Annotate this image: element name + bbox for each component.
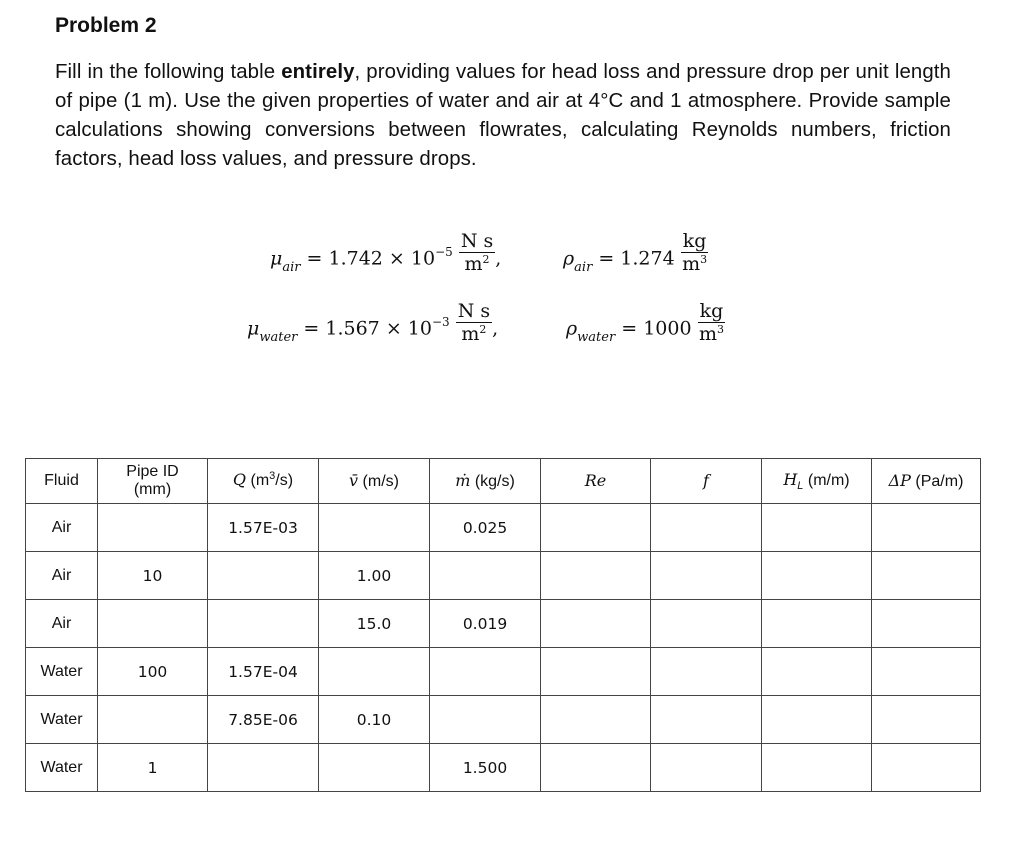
cell-friction[interactable]: [651, 600, 762, 648]
header-velocity: [319, 459, 430, 504]
header-reynolds-label: Re: [584, 470, 607, 490]
table-row: [26, 552, 981, 600]
cell-friction[interactable]: [651, 648, 762, 696]
cell-mass-flow[interactable]: 1.500: [430, 744, 541, 792]
cell-pressure-drop[interactable]: [872, 744, 981, 792]
header-q-unit-post: /s): [275, 472, 294, 489]
header-q: [208, 459, 319, 504]
header-mass-flow-symbol: ṁ: [455, 470, 471, 490]
instructions-emphasis: entirely: [281, 61, 355, 83]
header-pipe-id: [98, 459, 208, 504]
header-pressure-drop-unit: (Pa/m): [915, 472, 964, 490]
cell-fluid: Water: [26, 744, 98, 792]
cell-head-loss[interactable]: [762, 552, 872, 600]
cell-mass-flow[interactable]: 0.025: [430, 504, 541, 552]
problem-instructions: [55, 58, 951, 174]
cell-mass-flow[interactable]: [430, 552, 541, 600]
cell-mass-flow[interactable]: [430, 696, 541, 744]
rho-water-symbol: ρ: [566, 317, 578, 340]
header-reynolds: [541, 459, 651, 504]
mu-air-unit-den-exp: 2: [482, 253, 490, 266]
cell-pipe-id[interactable]: 100: [98, 648, 208, 696]
cell-pressure-drop[interactable]: [872, 504, 981, 552]
cell-q[interactable]: 1.57E-03: [208, 504, 319, 552]
problem-title: Problem 2: [55, 14, 157, 37]
cell-reynolds[interactable]: [541, 696, 651, 744]
cell-head-loss[interactable]: [762, 600, 872, 648]
cell-friction[interactable]: [651, 504, 762, 552]
cell-mass-flow[interactable]: [430, 648, 541, 696]
mu-air-unit-den-base: m: [464, 253, 483, 275]
cell-head-loss[interactable]: [762, 696, 872, 744]
mu-air-unit-num: N s: [460, 230, 494, 252]
cell-q[interactable]: [208, 552, 319, 600]
equation-rho-air: [563, 230, 708, 283]
cell-reynolds[interactable]: [541, 504, 651, 552]
mu-air-sep: ,: [495, 247, 502, 270]
cell-velocity[interactable]: 15.0: [319, 600, 430, 648]
mu-water-unit-num: N s: [457, 300, 491, 322]
mu-air-subscript: air: [282, 259, 301, 275]
cell-pipe-id[interactable]: 10: [98, 552, 208, 600]
header-friction: [651, 459, 762, 504]
table-row: [26, 648, 981, 696]
cell-q[interactable]: [208, 600, 319, 648]
equation-rho-water: [566, 300, 725, 353]
mu-water-subscript: water: [259, 329, 298, 345]
cell-q[interactable]: 1.57E-04: [208, 648, 319, 696]
header-velocity-symbol: v̄: [349, 470, 359, 490]
rho-water-unit-num: kg: [699, 300, 724, 322]
cell-q[interactable]: [208, 744, 319, 792]
rho-air-unit-den-base: m: [682, 253, 701, 275]
mu-water-symbol: μ: [247, 317, 260, 340]
cell-fluid: Water: [26, 648, 98, 696]
cell-velocity[interactable]: 1.00: [319, 552, 430, 600]
table-row: [26, 744, 981, 792]
rho-water-unit-den-base: m: [698, 323, 717, 345]
mu-water-exponent: −3: [431, 314, 450, 329]
table-header-row: [26, 459, 981, 504]
cell-head-loss[interactable]: [762, 744, 872, 792]
cell-mass-flow[interactable]: 0.019: [430, 600, 541, 648]
rho-water-value: = 1000: [621, 317, 692, 340]
mu-water-unit-den: [456, 323, 492, 348]
mu-air-exponent: −5: [435, 244, 453, 259]
header-head-loss-symbol: H: [783, 470, 798, 489]
rho-water-unit-den: [698, 323, 726, 348]
cell-friction[interactable]: [651, 744, 762, 792]
mu-water-unit: [456, 301, 492, 348]
rho-air-unit: [681, 231, 709, 278]
rho-air-subscript: air: [574, 259, 593, 275]
rho-water-unit-den-exp: 3: [716, 323, 724, 336]
header-head-loss-unit: (m/m): [807, 472, 850, 489]
header-velocity-unit: (m/s): [362, 472, 399, 490]
table-row: [26, 504, 981, 552]
rho-water-unit: [698, 301, 726, 348]
cell-velocity[interactable]: [319, 648, 430, 696]
header-friction-label: f: [703, 470, 709, 490]
mu-air-symbol: μ: [270, 247, 283, 270]
header-q-symbol: Q: [232, 470, 247, 489]
cell-pressure-drop[interactable]: [872, 696, 981, 744]
header-head-loss-sub: L: [797, 480, 804, 492]
header-q-unit-exp: 3: [269, 470, 276, 482]
header-head-loss: [762, 459, 872, 504]
header-pipe-id-label: Pipe ID (mm): [126, 463, 179, 498]
mu-air-value: = 1.742 × 10: [306, 247, 436, 270]
cell-reynolds[interactable]: [541, 648, 651, 696]
cell-friction[interactable]: [651, 552, 762, 600]
cell-q[interactable]: 7.85E-06: [208, 696, 319, 744]
mu-water-unit-den-base: m: [461, 323, 480, 345]
rho-air-value: = 1.274: [598, 247, 675, 270]
equation-mu-water: [247, 300, 499, 353]
rho-air-unit-num: kg: [682, 230, 707, 252]
cell-pressure-drop[interactable]: [872, 600, 981, 648]
cell-reynolds[interactable]: [541, 744, 651, 792]
header-q-unit-pre: (m: [250, 472, 270, 489]
cell-pipe-id[interactable]: 1: [98, 744, 208, 792]
cell-velocity[interactable]: 0.10: [319, 696, 430, 744]
mu-water-unit-den-exp: 2: [479, 323, 487, 336]
header-pressure-drop: [872, 459, 981, 504]
cell-fluid: Air: [26, 552, 98, 600]
rho-water-subscript: water: [577, 329, 616, 345]
cell-friction[interactable]: [651, 696, 762, 744]
cell-reynolds[interactable]: [541, 600, 651, 648]
instructions-part-2: , providing values for head loss and pressure drop per unit length of pipe (1 m). Use the given properties of water and air at 4°C and 1 atmosphere. Provide sample calculations showing conversions between flowrates, calculating Reynolds numbers, friction factors, head loss values, and pressure drops.: [55, 61, 951, 170]
cell-velocity[interactable]: [319, 504, 430, 552]
rho-air-unit-den: [681, 253, 709, 278]
instructions-part-1: Fill in the following table: [55, 61, 282, 83]
cell-fluid: Air: [26, 504, 98, 552]
mu-water-value: = 1.567 × 10: [303, 317, 432, 340]
rho-air-symbol: ρ: [563, 247, 575, 270]
cell-pressure-drop[interactable]: [872, 648, 981, 696]
cell-velocity[interactable]: [319, 744, 430, 792]
cell-fluid: Air: [26, 600, 98, 648]
mu-water-sep: ,: [492, 317, 499, 340]
mu-air-unit-den: [459, 253, 495, 278]
header-fluid: Fluid: [26, 459, 98, 504]
header-mass-flow: [430, 459, 541, 504]
header-pressure-drop-symbol: ΔP: [888, 470, 911, 490]
cell-pipe-id[interactable]: [98, 696, 208, 744]
cell-head-loss[interactable]: [762, 648, 872, 696]
mu-air-unit: [459, 231, 495, 278]
table-row: [26, 600, 981, 648]
table-row: [26, 696, 981, 744]
cell-pressure-drop[interactable]: [872, 552, 981, 600]
cell-pipe-id[interactable]: [98, 504, 208, 552]
cell-pipe-id[interactable]: [98, 600, 208, 648]
cell-head-loss[interactable]: [762, 504, 872, 552]
rho-air-unit-den-exp: 3: [700, 253, 708, 266]
header-mass-flow-unit: (kg/s): [474, 472, 515, 490]
cell-reynolds[interactable]: [541, 552, 651, 600]
cell-fluid: Water: [26, 696, 98, 744]
data-table: [25, 458, 981, 792]
equation-mu-air: [270, 230, 502, 283]
